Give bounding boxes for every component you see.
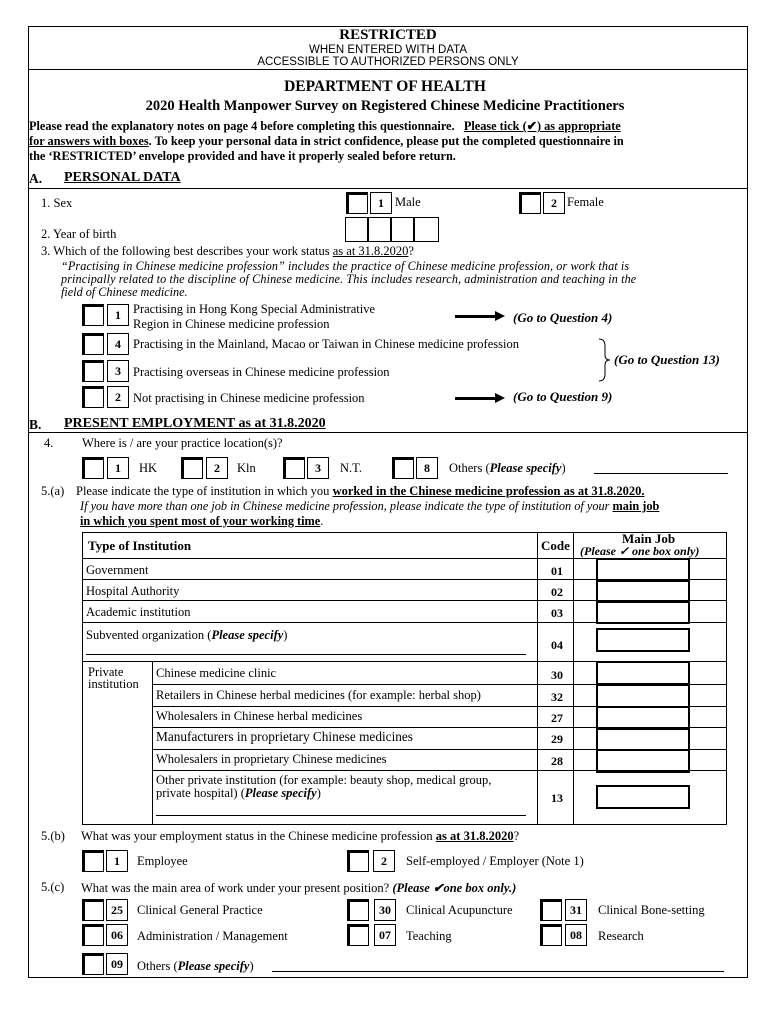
q1-female-code: 2 (543, 192, 565, 214)
q5c-opt-09-b: Please specify (177, 959, 250, 973)
row-retailers-code: 32 (551, 690, 563, 704)
subvented-specify-line[interactable] (86, 654, 526, 655)
instructions-line-1 (29, 119, 621, 134)
col-code-header: Code (541, 538, 570, 553)
row-government-code: 01 (551, 564, 563, 578)
q3-opt2-goto: (Go to Question 9) (513, 389, 613, 404)
q3-note-2: principally related to the discipline of Chinese medicine. This includes research, administration and teaching in the (61, 272, 637, 286)
q5a-label-b: worked in the Chinese medicine profession as at 31.8.2020. (332, 484, 645, 498)
code-divider (537, 532, 538, 825)
row-academic-code: 03 (551, 606, 563, 620)
instructions-part-4: . To keep your personal data in strict confidence, please put the completed questionnaire in (148, 134, 624, 148)
private-label-2: institution (88, 677, 139, 691)
q5a-note-a: If you have more than one job in Chinese medicine profession, please indicate the type of institution of your (80, 499, 610, 513)
q5b-label-a: What was your employment status in the Chinese medicine profession (81, 829, 433, 843)
private-label-1: Private (88, 665, 124, 679)
restricted-title: RESTRICTED (339, 27, 437, 43)
private-divider (152, 661, 153, 825)
row-wholesale-herbal-code: 27 (551, 711, 563, 725)
q4-number: 4. (44, 436, 54, 450)
section-a-title: PERSONAL DATA (64, 170, 181, 185)
q4-kln-label: Kln (237, 461, 256, 475)
row-other-private-label-1: Other private institution (for example: beauty shop, medical group, (156, 773, 492, 787)
q5c-label-note: (Please ✔one box only.) (392, 881, 517, 895)
q4-hk-checkbox[interactable] (82, 457, 104, 479)
q3-opt1-arrow-icon (455, 315, 497, 318)
department-title: DEPARTMENT OF HEALTH (284, 78, 486, 95)
q3-opt3-label: Practising overseas in Chinese medicine profession (133, 365, 390, 379)
row-other-private-c: Please specify (244, 786, 317, 800)
instructions-part-2: Please tick (✔) as appropriate (463, 119, 621, 133)
q5a-note-b: main job (612, 499, 660, 513)
q4-others-a: Others ( (449, 461, 490, 475)
q1-female-label: Female (567, 195, 604, 209)
q4-label: Where is / are your practice location(s)? (82, 436, 283, 450)
q3-opt34-goto: (Go to Question 13) (614, 352, 720, 367)
q3-opt1-checkbox[interactable] (82, 304, 104, 326)
instructions-part-1: Please read the explanatory notes on page 4 before completing this questionnaire. (29, 119, 455, 133)
row-clinic-label: Chinese medicine clinic (156, 666, 277, 680)
q3-opt4-code: 4 (107, 333, 129, 355)
restricted-line-1: WHEN ENTERED WITH DATA (308, 44, 467, 56)
row-manufacturers-code: 29 (551, 732, 563, 746)
q4-others-code: 8 (416, 457, 438, 479)
row-ha-label: Hospital Authority (86, 584, 180, 598)
row-other-private-code: 13 (551, 791, 563, 805)
q3-opt2-arrow-icon (455, 397, 497, 400)
q3-opt2-checkbox[interactable] (82, 386, 104, 408)
q4-nt-label: N.T. (340, 461, 362, 475)
row-subvented-code: 04 (551, 638, 563, 652)
row-other-private-b: private hospital) ( (156, 786, 245, 800)
q4-hk-label: HK (139, 461, 158, 475)
row-subvented-c: ) (283, 628, 288, 642)
main-divider (573, 532, 574, 825)
q5c-opt-07-checkbox[interactable] (347, 924, 369, 946)
q5c-opt-09-label (137, 959, 254, 974)
q5c-opt-08-checkbox[interactable] (540, 924, 562, 946)
main-job-checkbox[interactable] (596, 684, 690, 708)
q4-others-b: Please specify (489, 461, 562, 475)
main-job-checkbox[interactable] (596, 661, 690, 685)
q5b-label-b: as at 31.8.2020 (435, 829, 514, 843)
q5c-opt-25-code: 25 (106, 899, 128, 921)
q3-opt1-label-a: Practising in Hong Kong Special Administrative (133, 302, 375, 316)
q3-opt1-goto: (Go to Question 4) (513, 310, 613, 325)
q4-others-c: ) (561, 461, 566, 475)
section-b-rule (28, 432, 748, 433)
q3-label-date: as at 31.8.2020 (332, 244, 409, 258)
main-job-checkbox[interactable] (596, 727, 690, 751)
section-b-letter: B. (29, 417, 42, 432)
q5b-employee-code: 1 (106, 850, 128, 872)
q4-others-checkbox[interactable] (392, 457, 414, 479)
q3-label-a: 3. Which of the following best describes your work status (41, 244, 330, 258)
q5c-opt-25-checkbox[interactable] (82, 899, 104, 921)
q5c-opt-09-code: 09 (106, 953, 128, 975)
row-subvented-label (86, 628, 287, 643)
row-other-private-label-2 (156, 786, 321, 801)
q5c-opt-09-checkbox[interactable] (82, 953, 104, 975)
main-job-checkbox[interactable] (596, 749, 690, 773)
q5c-opt-30-checkbox[interactable] (347, 899, 369, 921)
q5c-opt-06-label: Administration / Management (137, 929, 288, 943)
q5c-others-specify-line[interactable] (272, 971, 724, 972)
q3-note-1: “Practising in Chinese medicine profession” includes the practice of Chinese medicine profession, or work that is (61, 259, 630, 273)
q5a-note-line-1 (80, 499, 659, 514)
q3-opt2-label: Not practising in Chinese medicine profession (133, 391, 365, 405)
q1-male-label: Male (395, 195, 421, 209)
row-other-private-d: ) (316, 786, 321, 800)
q3-note-3: field of Chinese medicine. (61, 285, 188, 299)
q5a-label (76, 484, 645, 499)
q5b-number: 5.(b) (41, 829, 65, 843)
q2-year-digit-4[interactable] (414, 217, 439, 242)
q5c-label (81, 880, 516, 896)
q5c-opt-30-code: 30 (374, 899, 396, 921)
q3-opt4-label: Practising in the Mainland, Macao or Taiwan in Chinese medicine profession (133, 337, 519, 351)
q5b-selfemployed-code: 2 (373, 850, 395, 872)
row-manufacturers-label: Manufacturers in proprietary Chinese medicines (156, 729, 413, 744)
q3-opt2-code: 2 (107, 386, 129, 408)
restricted-header (28, 26, 748, 70)
brace-icon (597, 338, 611, 382)
q2-year-digit-2[interactable] (368, 217, 391, 242)
q5c-opt-30-label: Clinical Acupuncture (406, 903, 513, 917)
q5c-opt-31-checkbox[interactable] (540, 899, 562, 921)
q5c-opt-08-code: 08 (565, 924, 587, 946)
q5b-label-c: ? (513, 829, 520, 843)
main-job-checkbox[interactable] (596, 628, 690, 652)
row-subvented-a: Subvented organization ( (86, 628, 212, 642)
row-academic-label: Academic institution (86, 605, 191, 619)
q3-label (41, 244, 414, 259)
col-main-note: (Please ✓ one box only) (580, 544, 700, 558)
q1-female-checkbox[interactable] (519, 192, 541, 214)
q3-opt3-checkbox[interactable] (82, 360, 104, 382)
other-private-specify-line[interactable] (156, 815, 526, 816)
q5c-opt-09-a: Others ( (137, 959, 178, 973)
q5c-opt-07-code: 07 (374, 924, 396, 946)
row-wholesale-proprietary-code: 28 (551, 754, 563, 768)
q3-opt4-checkbox[interactable] (82, 333, 104, 355)
q5b-employee-label: Employee (137, 854, 188, 868)
q1-label: 1. Sex (41, 196, 73, 210)
q2-label: 2. Year of birth (41, 227, 117, 241)
q5b-employee-checkbox[interactable] (82, 850, 104, 872)
q2-year-digit-3[interactable] (391, 217, 414, 242)
q4-others-specify-line[interactable] (594, 473, 728, 474)
q5a-number: 5.(a) (41, 484, 65, 498)
q1-male-code: 1 (370, 192, 392, 214)
q5b-selfemployed-checkbox[interactable] (347, 850, 369, 872)
q3-opt1-label-b: Region in Chinese medicine profession (133, 317, 330, 331)
q5c-opt-08-label: Research (598, 929, 644, 943)
row-clinic-code: 30 (551, 668, 563, 682)
col-main-header: Main Job (622, 531, 676, 546)
q5c-opt-09-c: ) (249, 959, 254, 973)
q3-opt3-code: 3 (107, 360, 129, 382)
q5c-opt-31-label: Clinical Bone-setting (598, 903, 705, 917)
instructions-line-3: the ‘RESTRICTED’ envelope provided and have it properly sealed before return. (29, 149, 456, 163)
q4-others-label (449, 461, 566, 476)
q5b-selfemployed-label: Self-employed / Employer (Note 1) (406, 854, 584, 868)
q3-opt1-code: 1 (107, 304, 129, 326)
survey-title: 2020 Health Manpower Survey on Registered Chinese Medicine Practitioners (145, 98, 625, 114)
row-government-label: Government (86, 563, 149, 577)
section-b-title: PRESENT EMPLOYMENT as at 31.8.2020 (64, 416, 326, 431)
q5c-number: 5.(c) (41, 880, 65, 894)
section-a-letter: A. (29, 171, 43, 186)
q5a-note-c: in which you spent most of your working time (80, 514, 321, 528)
section-a-rule (28, 188, 748, 189)
q5a-note-line-2 (80, 514, 323, 529)
q4-nt-checkbox[interactable] (283, 457, 305, 479)
q5c-label-a: What was the main area of work under your present position? (81, 881, 390, 895)
instructions-line-2 (29, 134, 624, 149)
q5c-opt-06-code: 06 (106, 924, 128, 946)
q5c-opt-06-checkbox[interactable] (82, 924, 104, 946)
row-wholesale-proprietary-label: Wholesalers in proprietary Chinese medicines (156, 752, 387, 766)
restricted-line-2: ACCESSIBLE TO AUTHORIZED PERSONS ONLY (257, 56, 519, 68)
main-job-checkbox[interactable] (596, 785, 690, 809)
q5c-opt-31-code: 31 (565, 899, 587, 921)
q2-year-digit-1[interactable] (345, 217, 368, 242)
q5c-opt-25-label: Clinical General Practice (137, 903, 263, 917)
row-ha-code: 02 (551, 585, 563, 599)
q4-nt-code: 3 (307, 457, 329, 479)
col-type-header: Type of Institution (88, 538, 192, 553)
row-retailers-label: Retailers in Chinese herbal medicines (for example: herbal shop) (156, 688, 481, 702)
q5a-note-d: . (320, 514, 324, 528)
q5a-label-a: Please indicate the type of institution in which you (76, 484, 330, 498)
instructions-part-3: for answers with boxes (29, 134, 149, 148)
row-wholesale-herbal-label: Wholesalers in Chinese herbal medicines (156, 709, 363, 723)
q5c-opt-07-label: Teaching (406, 929, 452, 943)
q5b-label (81, 829, 519, 844)
main-job-checkbox[interactable] (596, 600, 690, 624)
q3-label-c: ? (408, 244, 414, 258)
q4-kln-checkbox[interactable] (181, 457, 203, 479)
row-subvented-b: Please specify (211, 628, 284, 642)
q4-kln-code: 2 (206, 457, 228, 479)
q1-male-checkbox[interactable] (346, 192, 368, 214)
q4-hk-code: 1 (107, 457, 129, 479)
